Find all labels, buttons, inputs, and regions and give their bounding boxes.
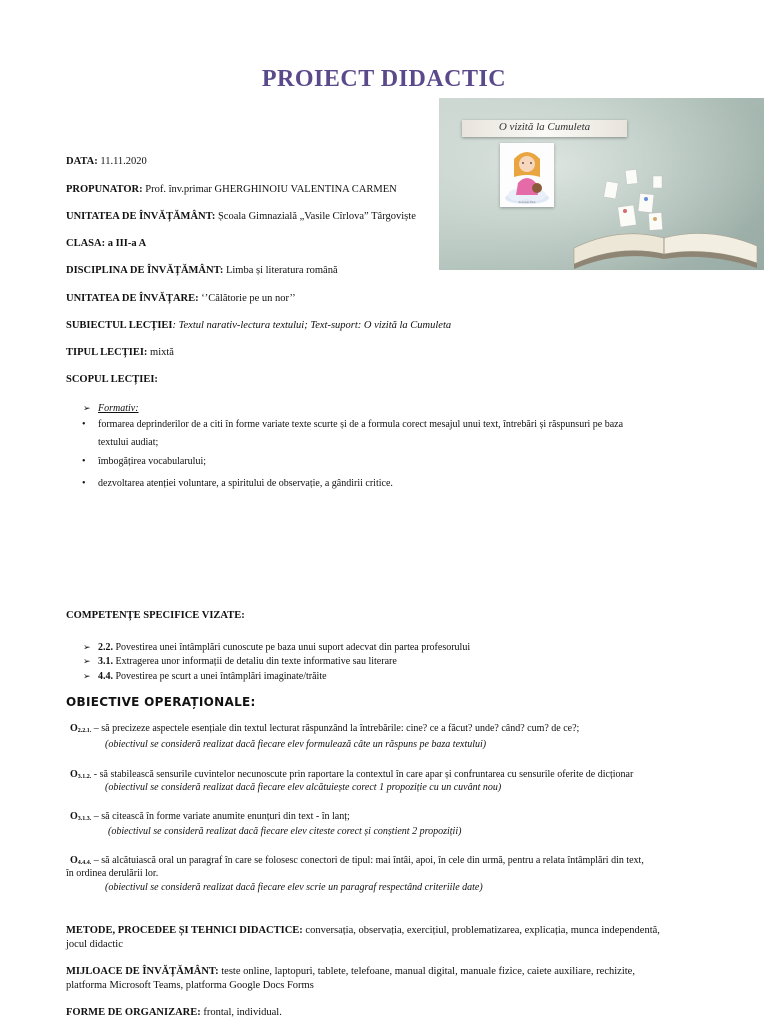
lesson-illustration: [439, 98, 764, 270]
field-invatare: [66, 292, 296, 305]
field-value: Școala Gimnazială „Vasile Cîrlova” Târgoviște: [215, 211, 416, 222]
field-mijloace-continuation: platforma Microsoft Teams, platforma Google Docs Forms: [66, 980, 314, 991]
objective-note: (obiectivul se consideră realizat dacă fiecare elev citeste corect și conștient 2 propoziții): [108, 826, 462, 837]
objective-item: O3.1.3. – să citească în forme variate anumite enunțuri din text - în lanț;: [70, 811, 350, 822]
field-label: FORME DE ORGANIZARE:: [66, 1007, 201, 1018]
list-item: • formarea deprinderilor de a citi în forme variate texte scurte și de a formula corect mesajul unui text, întrebări și răspunsuri pe baza: [82, 419, 624, 430]
field-label: DISCIPLINA DE ÎNVĂȚĂMÂNT:: [66, 265, 224, 276]
field-label: MIJLOACE DE ÎNVĂȚĂMÂNT:: [66, 966, 219, 977]
field-label: SCOPUL LECȚIEI:: [66, 374, 158, 385]
bullet-dot-icon: •: [82, 456, 86, 467]
objective-item: O4.4.4. – să alcătuiască oral un paragraf în care se folosesc conectori de tipul: mai întâi, apoi, în cele din urmă, pentru a relata întâmplări din text,: [70, 855, 644, 866]
obiective-heading: OBIECTIVE OPERAȚIONALE:: [66, 695, 256, 709]
illustration-banner: [462, 120, 627, 137]
banner-title: O vizită la Cumuleta: [498, 121, 591, 133]
arrow-bullet-icon: ➢: [83, 403, 91, 413]
field-clasa: [66, 237, 146, 250]
list-item-continuation: textului audiat;: [98, 437, 159, 448]
field-label: METODE, PROCEDEE ȘI TEHNICI DIDACTICE:: [66, 925, 303, 936]
competenta-item: ➢ 3.1. Extragerea unor informații de detaliu din texte informative sau literare: [83, 656, 397, 667]
objective-note: (obiectivul se consideră realizat dacă fiecare elev scrie un paragraf respectând criteriile date): [105, 882, 483, 893]
field-value: Limba și literatura română: [223, 265, 338, 276]
field-unitatea: [66, 210, 416, 223]
bullet-dot-icon: •: [82, 478, 86, 489]
objective-item-continuation: în ordinea derulării lor.: [66, 868, 159, 879]
field-data: [66, 155, 147, 168]
field-label: SUBIECTUL LECȚIEI: [66, 320, 173, 331]
competenta-item: ➢ 4.4. Povestirea pe scurt a unei întâmplări imaginate/trăite: [83, 671, 327, 682]
illustration-card: [500, 143, 554, 207]
objective-note: (obiectivul se consideră realizat dacă fiecare elev formulează câte un răspuns pe baza textului): [105, 739, 487, 750]
field-mijloace: [66, 965, 635, 978]
field-value: : Textul narativ-lectura textului; Text-suport: O vizită la Cumuleta: [172, 320, 452, 331]
field-forme: [66, 1006, 282, 1019]
field-label: UNITATEA DE ÎNVĂȚARE:: [66, 293, 199, 304]
objective-note: (obiectivul se consideră realizat dacă fiecare elev alcătuiește corect 1 propoziție cu un cuvânt nou): [105, 782, 502, 793]
scop-formativ: [83, 402, 139, 415]
field-value: teste online, laptopuri, tablete, telefoane, manual digital, manuale fizice, caiete auxiliare, rechizite,: [218, 966, 635, 977]
field-subiect: [66, 319, 451, 332]
field-value: conversația, observația, exercițiul, problematizarea, explicația, munca independentă,: [302, 925, 660, 936]
field-value: frontal, individual.: [200, 1007, 282, 1018]
arrow-bullet-icon: ➢: [83, 642, 91, 652]
field-label: TIPUL LECȚIEI:: [66, 347, 148, 358]
formativ-label: Formativ:: [98, 403, 139, 414]
field-label: CLASA: a III-a A: [66, 238, 147, 249]
field-label: UNITATEA DE ÎNVĂȚĂMÂNT:: [66, 211, 216, 222]
field-label: PROPUNATOR:: [66, 184, 143, 195]
field-metode: [66, 924, 660, 937]
objective-item: O2.2.1. – să precizeze aspectele esențiale din textul lecturat răspunzând la întrebările: cine? ce a făcut? unde? când? cum? de ce?;: [70, 723, 580, 734]
arrow-bullet-icon: ➢: [83, 656, 91, 666]
field-value: 11.11.2020: [97, 156, 147, 167]
field-value: Prof. înv.primar GHERGHINOIU VALENTINA CARMEN: [142, 184, 397, 195]
field-scopul: [66, 373, 158, 386]
page-title: PROIECT DIDACTIC: [261, 66, 507, 92]
list-item: • îmbogățirea vocabularului;: [82, 456, 207, 467]
field-value: mixtă: [147, 347, 174, 358]
bullet-dot-icon: •: [82, 419, 86, 430]
field-disciplina: [66, 264, 338, 277]
fairy-on-cloud-icon: [500, 143, 554, 207]
field-tipul: [66, 346, 174, 359]
competente-heading: COMPETENȚE SPECIFICE VIZATE:: [66, 610, 245, 621]
field-value: ‘’Călătorie pe un nor’’: [198, 293, 296, 304]
arrow-bullet-icon: ➢: [83, 671, 91, 681]
competenta-item: ➢ 2.2. Povestirea unei întâmplări cunoscute pe baza unui suport adecvat din partea profesorului: [83, 642, 471, 653]
card-caption: de Ioana Nicu: [518, 200, 536, 204]
field-label: DATA:: [66, 156, 98, 167]
field-metode-continuation: jocul didactic: [66, 939, 123, 950]
field-propunator: [66, 183, 397, 196]
objective-item: O3.1.2. - să stabilească sensurile cuvintelor necunoscute prin raportare la contextul în care apar și confruntarea cu sensurile oferite de dicționar: [70, 769, 634, 780]
list-item: • dezvoltarea atenției voluntare, a spiritului de observație, a gândirii critice.: [82, 478, 393, 489]
